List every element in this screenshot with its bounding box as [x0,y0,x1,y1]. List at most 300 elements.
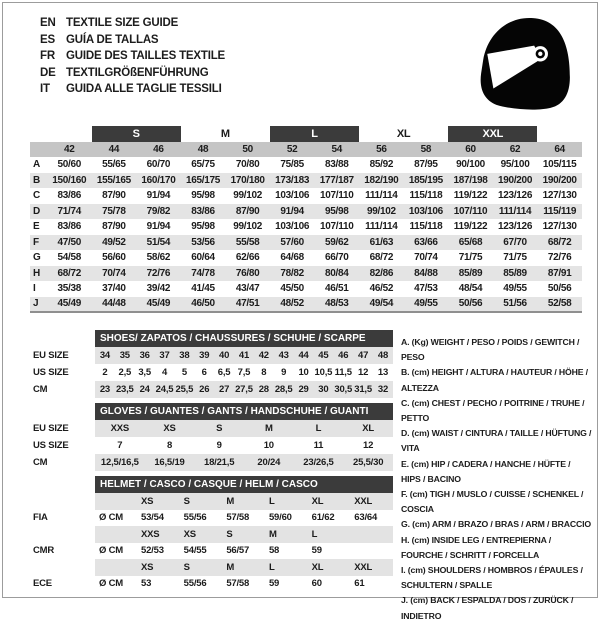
measure-row-E [30,219,582,235]
size-number: 62 [493,142,538,157]
helmet-size-label: XL [308,493,351,510]
glove-us-size: 12 [363,440,374,451]
measure-value: 35/38 [57,283,82,295]
helmet-size-label: XL [308,559,351,576]
size-group-xxl: XXL [448,126,537,142]
spacer [33,526,95,543]
diameter-unit: Ø CM [99,512,124,524]
spacer [33,559,95,576]
helmet-size-value: 57/58 [226,512,250,524]
measure-value: 127/130 [542,221,577,233]
legend-height: B. (cm) HEIGHT / ALTURA / HAUTEUR / HÖHE / ALTEZZA [401,367,588,393]
measure-value: 123/126 [498,190,533,202]
shoe-eu-size: 46 [333,347,353,364]
measure-value: 111/114 [365,221,398,233]
fia-values-row [33,510,393,527]
measure-value: 65/68 [448,235,493,251]
measure-value: 70/74 [414,252,438,264]
shoe-us-size: 4 [161,367,168,378]
helmet-size-label: L [265,559,308,576]
measure-value: 72/76 [547,252,572,264]
measure-value: 62/66 [235,252,260,264]
lang-row-en [40,15,225,32]
shoe-cm-size: 32 [373,381,393,398]
size-number: 56 [359,142,404,157]
lang-code: ES [40,33,55,46]
legend-hip: E. (cm) HIP / CADERA / HANCHE / HÜFTE / HIPS / BACINO [401,458,571,484]
helmet-size-label: XXL [350,493,393,510]
measure-value: 64/68 [280,252,304,264]
racing-helmet-icon [474,14,576,117]
measure-value: 51/54 [136,235,181,251]
gloves-table [33,403,393,471]
measure-value: 70/74 [92,266,137,282]
measure-value: 91/94 [270,204,315,220]
measure-value: 95/98 [191,190,215,202]
shoe-cm-size: 26 [194,381,214,398]
measure-value: 99/102 [233,190,262,202]
measure-value: 63/66 [404,235,449,251]
measure-value: 115/119 [537,204,582,220]
spacer [30,142,47,157]
lang-code: EN [40,17,56,29]
row-letter: A [33,159,40,171]
measure-value: 43/47 [235,283,260,295]
shoe-cm-size: 27,5 [234,381,254,398]
shoe-us-size: 10,5 [314,367,333,378]
measure-value: 95/100 [500,159,530,171]
helmet-size-value: 53 [141,578,152,590]
size-group-s: S [92,126,181,142]
measure-value: 75/85 [280,159,304,171]
shoe-us-size: 7,5 [237,367,251,378]
measure-value: 39/42 [146,283,171,295]
shoe-us-size: 9 [281,367,287,378]
shoe-eu-size: 47 [353,347,373,364]
row-letter: J [30,297,47,313]
glove-us-size: 10 [263,440,274,451]
size-group-xl: XL [396,128,411,140]
row-letter: I [33,283,36,295]
measure-value: 71/75 [458,252,483,264]
measure-value: 83/86 [57,221,82,233]
helmet-size-value: 53/54 [141,512,164,524]
measure-value: 107/110 [320,190,354,202]
shoe-eu-size: 38 [174,347,194,364]
measure-value: 87/90 [102,221,126,233]
shoe-eu-size: 35 [115,347,135,364]
shoes-title: SHOES/ ZAPATOS / CHAUSSURES / SCHUHE / SCARPE [95,330,393,347]
row-letter: C [33,190,40,202]
size-number: 50 [225,142,270,157]
gloves-title: GLOVES / GUANTES / GANTS / HANDSCHUHE / GUANTI [95,403,393,420]
fia-sizes-row [33,493,393,510]
measure-value: 190/200 [537,173,582,189]
helmet-size-value: 54/55 [183,545,207,557]
measure-value: 160/170 [136,173,181,189]
measure-value: 87/95 [414,159,438,171]
helmet-size-label: S [180,493,223,510]
shoe-cm-size: 30,5 [333,381,353,398]
measure-value: 182/190 [359,173,404,189]
measure-value: 49/55 [404,297,449,313]
measure-value: 105/115 [542,159,577,171]
measure-value: 60/64 [191,252,215,264]
glove-cm-size: 20/24 [244,454,294,471]
measure-value: 76/80 [225,266,270,282]
size-number: 46 [136,142,181,157]
measure-value: 119/122 [453,221,488,233]
row-label: US SIZE [33,367,69,378]
measure-value: 46/52 [369,283,394,295]
size-group-row [30,126,582,142]
glove-eu-size: L [294,420,344,437]
helmet-table [33,476,393,592]
measure-value: 47/50 [47,235,92,251]
measure-row-G [30,250,582,266]
size-number: 64 [537,142,582,157]
helmet-size-value: 56/57 [226,545,250,557]
lang-title: GUÍA DE TALLAS [66,33,159,46]
helmet-size-value: 60 [311,578,322,590]
measure-value: 65/75 [191,159,215,171]
spacer [30,126,92,142]
measurement-legend [401,330,592,624]
shoe-us-size: 8 [261,367,267,378]
measure-value: 99/102 [359,204,404,220]
glove-eu-size: XS [145,420,195,437]
legend-inside-leg: H. (cm) INSIDE LEG / ENTREPIERNA / FOURCHE / SCHRITT / FORCELLA [401,534,552,560]
glove-us-size: 7 [117,440,123,451]
shoe-us-size: 6,5 [217,367,231,378]
measure-value: 45/50 [280,283,304,295]
measure-value: 46/50 [181,297,226,313]
legend-shoulders: I. (cm) SHOULDERS / HOMBROS / ÉPAULES / SCHULTERN / SPALLE [401,565,583,591]
spacer [537,126,582,142]
helmet-title: HELMET / CASCO / CASQUE / HELM / CASCO [95,476,393,493]
measure-value: 173/183 [270,173,315,189]
measure-value: 185/195 [404,173,449,189]
measure-value: 53/56 [181,235,226,251]
measure-value: 71/74 [47,204,92,220]
row-letter: H [30,266,47,282]
measure-value: 107/110 [448,204,493,220]
measure-value: 49/54 [359,297,404,313]
shoes-table [33,330,393,398]
measure-value: 50/56 [547,283,572,295]
helmet-header-row [33,476,393,493]
size-number: 42 [47,142,92,157]
standard-label: FIA [33,512,48,524]
shoe-us-size: 13 [377,367,389,378]
glove-eu-size: M [244,420,294,437]
helmet-size-value: 55/56 [183,578,207,590]
measure-value: 177/187 [314,173,359,189]
measure-row-J [30,297,582,313]
measure-value: 46/51 [324,283,349,295]
measure-value: 47/53 [414,283,438,295]
lang-title: GUIDA ALLE TAGLIE TESSILI [66,83,222,95]
shoe-eu-size: 42 [254,347,274,364]
row-label: CM [33,384,48,395]
lang-row-it [40,81,225,98]
shoe-us-size: 12 [358,367,369,378]
lang-title: TEXTILE SIZE GUIDE [66,17,179,29]
numeric-size-row [30,142,582,157]
measure-value: 95/98 [191,221,215,233]
measure-value: 49/52 [92,235,137,251]
size-number: 48 [181,142,226,157]
helmet-size-label: XXL [350,559,393,576]
measure-value: 48/52 [270,297,315,313]
language-title-list [40,15,225,98]
glove-cm-size: 25,5/30 [343,454,393,471]
helmet-size-value [350,543,393,560]
measure-value: 111/114 [493,204,538,220]
gloves-cm-row [33,454,393,471]
measure-value: 90/100 [456,159,485,171]
measure-value: 60/70 [146,159,171,171]
measure-value: 55/65 [102,159,126,171]
lang-row-es [40,32,225,49]
measure-row-D [30,204,582,220]
measure-value: 91/94 [146,190,171,202]
gloves-eu-row [33,420,393,437]
measure-value: 71/75 [503,252,527,264]
row-letter: D [30,204,47,220]
measure-value: 85/89 [448,266,493,282]
helmet-size-label: S [180,559,223,576]
helmet-size-value: 59 [311,545,322,557]
measure-value: 50/56 [448,297,493,313]
measure-value: 103/106 [275,190,310,202]
gloves-us-row [33,437,393,454]
measure-value: 55/58 [225,235,270,251]
shoe-cm-size: 28 [254,381,274,398]
size-number: 60 [448,142,493,157]
helmet-size-label [350,526,393,543]
measure-value: 103/106 [275,221,310,233]
glove-cm-size: 18/21,5 [194,454,244,471]
shoe-cm-size: 25,5 [174,381,194,398]
measure-value: 68/72 [369,252,394,264]
shoe-cm-size: 29 [294,381,314,398]
legend-back: J. (cm) BACK / ESPALDA / DOS / ZURÜCK / INDIETRO [401,595,574,621]
measure-value: 82/86 [359,266,404,282]
helmet-size-label: XS [137,559,180,576]
measure-value: 67/70 [493,235,538,251]
helmet-size-value: 59 [268,578,280,590]
lang-title: TEXTILGRÖßENFÜHRUNG [66,66,209,79]
measure-value: 84/88 [404,266,449,282]
size-number: 44 [92,142,137,157]
shoe-us-size: 2 [102,367,108,378]
measure-value: 54/58 [57,252,82,264]
glove-us-size: 11 [313,440,324,451]
legend-waist: D. (cm) WAIST / CINTURA / TAILLE / HÜFTUNG / VITA [401,428,592,454]
spacer [95,493,137,510]
measure-value: 111/114 [365,190,398,202]
shoe-cm-size: 30 [313,381,333,398]
measure-row-I [30,281,582,297]
shoe-eu-size: 40 [214,347,234,364]
spacer [95,526,137,543]
glove-us-size: 9 [216,440,222,451]
measure-value: 80/84 [314,266,359,282]
lang-row-de [40,65,225,82]
row-label: EU SIZE [33,423,69,434]
row-letter: E [33,221,40,233]
cmr-sizes-row [33,526,393,543]
row-label: EU SIZE [33,350,69,361]
measure-value: 49/55 [503,283,527,295]
glove-cm-size: 23/26,5 [294,454,344,471]
measure-value: 50/60 [57,159,82,171]
measure-row-F [30,235,582,251]
measure-row-H [30,266,582,282]
diameter-unit: Ø CM [99,578,124,590]
measure-value: 87/90 [102,190,126,202]
textile-size-table [30,126,582,313]
ece-sizes-row [33,559,393,576]
measure-value: 41/45 [191,283,215,295]
glove-us-size: 8 [166,440,173,451]
helmet-size-value: 63/64 [354,512,378,524]
measure-value: 48/53 [314,297,359,313]
measure-value: 47/51 [225,297,270,313]
measure-value: 58/62 [146,252,171,264]
measure-value: 165/175 [181,173,226,189]
helmet-size-value: 55/56 [183,512,207,524]
helmet-size-label: L [265,493,308,510]
measure-value: 37/40 [102,283,126,295]
cmr-values-row [33,543,393,560]
lower-section [33,330,592,624]
measure-value: 83/86 [57,190,82,202]
measure-value: 123/126 [498,221,533,233]
helmet-size-value: 59/60 [268,512,292,524]
legend-thigh: F. (cm) TIGH / MUSLO / CUISSE / SCHENKEL / COSCIA [401,489,584,515]
size-group-m: M [220,128,230,140]
shoe-eu-size: 48 [373,347,393,364]
measure-value: 155/165 [92,173,137,189]
spacer [33,403,95,420]
shoe-us-size: 2,5 [118,367,132,378]
measure-value: 79/82 [136,204,181,220]
measure-value: 99/102 [233,221,262,233]
row-label: CM [33,457,48,468]
measure-value: 45/49 [136,297,181,313]
gloves-header-row [33,403,393,420]
helmet-size-label: M [222,493,265,510]
glove-eu-size: XXS [95,420,145,437]
shoe-us-size: 5 [181,367,187,378]
shoes-us-row [33,364,393,381]
shoe-cm-size: 23 [95,381,115,398]
shoe-us-size: 10 [298,367,309,378]
measure-row-C [30,188,582,204]
row-label: US SIZE [33,440,69,451]
row-letter: F [30,235,47,251]
shoe-eu-size: 44 [294,347,314,364]
measure-value: 85/92 [369,159,394,171]
shoe-cm-size: 24 [135,381,155,398]
diameter-unit: Ø CM [99,545,124,557]
size-number: 58 [404,142,449,157]
measure-value: 103/106 [404,204,449,220]
spacer [33,330,95,347]
measure-value: 72/76 [136,266,181,282]
standard-label: ECE [33,578,52,590]
measure-value: 187/198 [448,173,493,189]
lang-code: IT [40,83,50,95]
row-letter: B [30,173,47,189]
measure-value: 170/180 [225,173,270,189]
spacer [95,559,137,576]
measure-value: 190/200 [493,173,538,189]
measure-value: 56/60 [102,252,126,264]
measure-value: 48/54 [458,283,483,295]
measure-value: 57/60 [270,235,315,251]
lang-code: FR [40,50,55,62]
measure-value: 78/82 [270,266,315,282]
glove-eu-size: S [194,420,244,437]
measure-value: 119/122 [453,190,488,202]
shoe-cm-size: 28,5 [274,381,294,398]
measure-value: 44/48 [92,297,137,313]
helmet-size-label: M [265,526,308,543]
measure-value: 70/80 [235,159,260,171]
row-letter: G [33,252,41,264]
shoe-eu-size: 41 [234,347,254,364]
measure-row-B [30,173,582,189]
spacer [33,493,95,510]
legend-weight: A. (Kg) WEIGHT / PESO / POIDS / GEWITCH / PESO [401,337,580,363]
measure-value: 51/56 [493,297,538,313]
measure-value: 91/94 [146,221,171,233]
size-number: 52 [270,142,315,157]
helmet-size-value: 57/58 [226,578,250,590]
shoe-us-size: 3,5 [138,367,151,378]
helmet-size-value: 58 [268,545,280,557]
helmet-size-value: 52/53 [141,545,164,557]
size-number: 54 [314,142,359,157]
lang-row-fr [40,48,225,65]
measure-value: 150/160 [47,173,92,189]
size-group-l: L [270,126,359,142]
measure-value: 83/88 [324,159,349,171]
measure-value: 45/49 [47,297,92,313]
measure-value: 107/110 [320,221,354,233]
shoe-eu-size: 39 [194,347,214,364]
legend-chest: C. (cm) CHEST / PECHO / POITRINE / TRUHE / PETTO [401,397,585,424]
shoe-us-size: 11,5 [334,367,352,378]
helmet-size-value: 61/62 [311,512,335,524]
shoe-cm-size: 23,5 [115,381,135,398]
accessory-tables [33,330,393,624]
measure-value: 61/63 [359,235,404,251]
shoe-cm-size: 24,5 [155,381,175,398]
measure-value: 87/91 [537,266,582,282]
measure-value: 115/118 [409,190,443,202]
measure-value: 115/118 [409,221,443,233]
shoe-cm-size: 31,5 [353,381,373,398]
helmet-size-label: XXS [137,526,180,543]
ece-values-row [33,576,393,593]
measure-value: 74/78 [181,266,226,282]
shoes-eu-row [33,347,393,364]
measure-row-A [30,157,582,173]
